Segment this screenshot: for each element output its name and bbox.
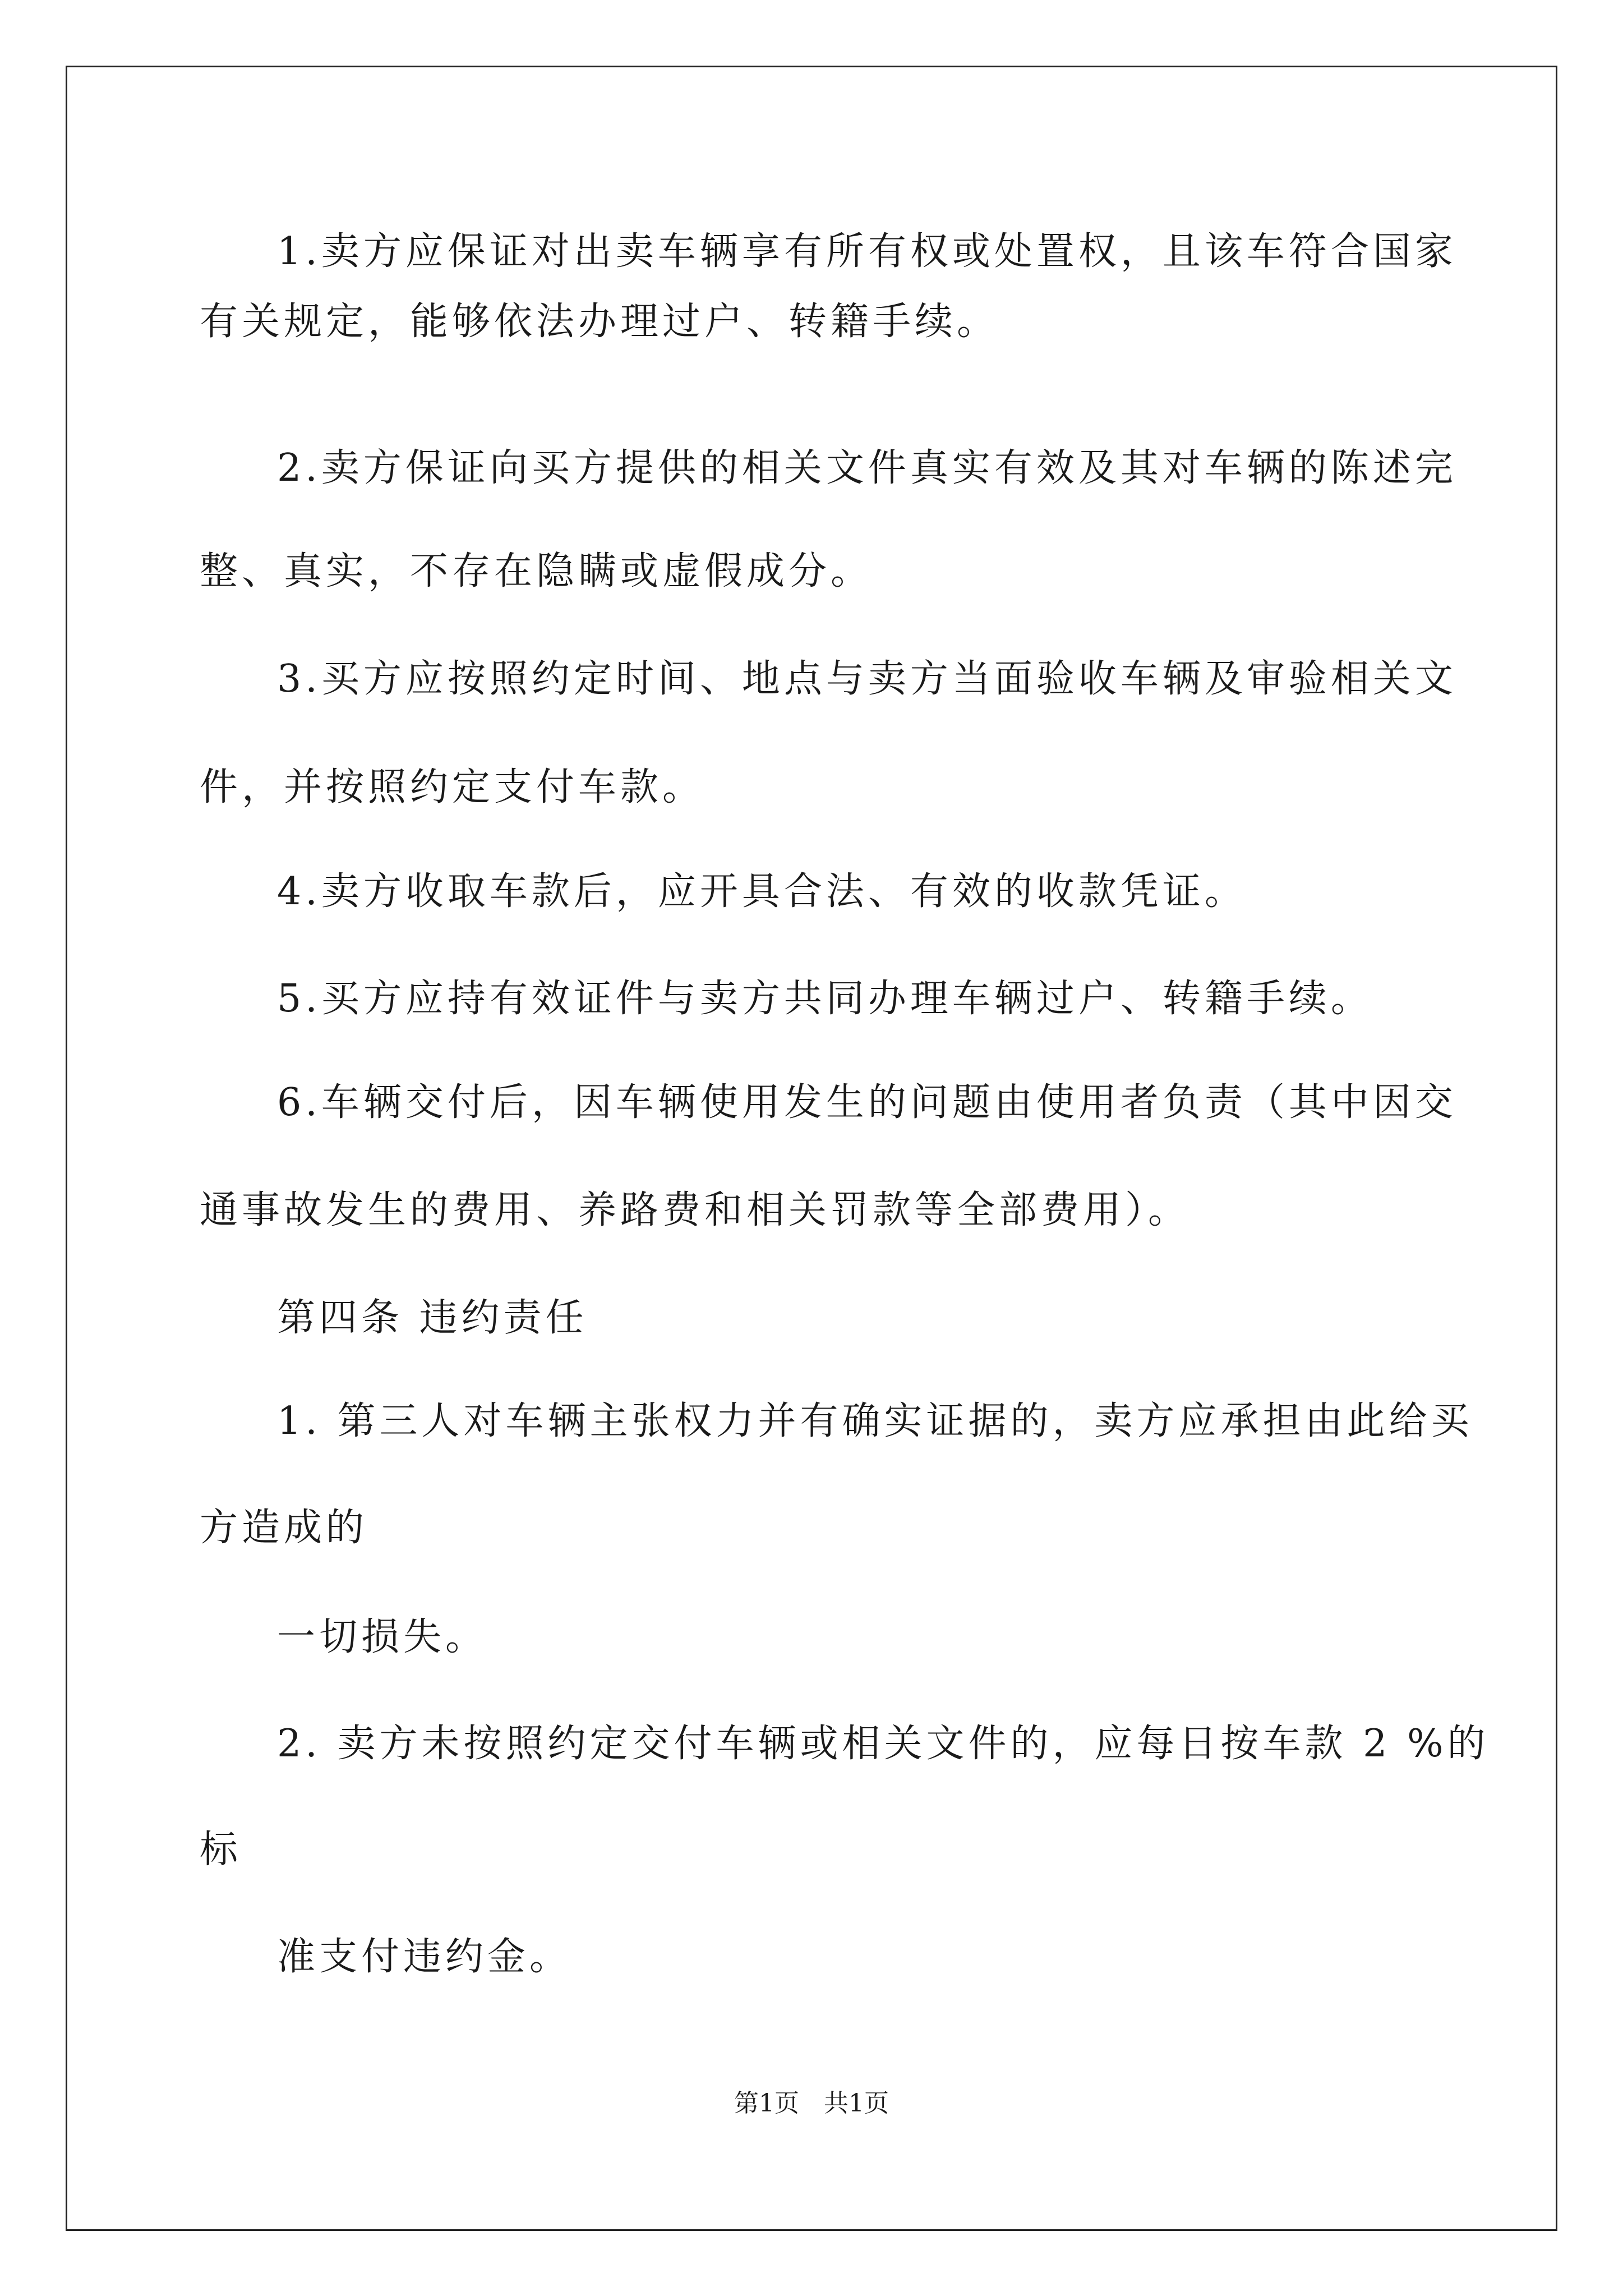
paragraph-line: 标 <box>200 1828 242 1872</box>
paragraph-line: 方造成的 <box>200 1506 368 1550</box>
paragraph-line: 3.买方应按照约定时间、地点与卖方当面验收车辆及审验相关文 <box>277 657 1457 701</box>
paragraph-line: 准支付违约金。 <box>277 1935 572 1979</box>
page-number: 第1页 共1页 <box>734 2089 889 2118</box>
paragraph-line: 一切损失。 <box>277 1615 488 1659</box>
paragraph-line: 1. 第三人对车辆主张权力并有确实证据的，卖方应承担由此给买 <box>277 1399 1473 1443</box>
paragraph-line: 2.卖方保证向买方提供的相关文件真实有效及其对车辆的陈述完 <box>277 446 1457 490</box>
section-heading: 第四条 违约责任 <box>277 1296 588 1340</box>
paragraph-line: 5.买方应持有效证件与卖方共同办理车辆过户、转籍手续。 <box>277 977 1373 1021</box>
paragraph-line: 1.卖方应保证对出卖车辆享有所有权或处置权，且该车符合国家 <box>277 229 1457 274</box>
paragraph-line: 件，并按照约定支付车款。 <box>200 765 705 809</box>
paragraph-line: 2. 卖方未按照约定交付车辆或相关文件的，应每日按车款 2 %的 <box>277 1722 1490 1766</box>
paragraph-line: 通事故发生的费用、养路费和相关罚款等全部费用）。 <box>200 1188 1191 1232</box>
paragraph-line: 整、真实，不存在隐瞒或虚假成分。 <box>200 549 873 593</box>
paragraph-line: 6.车辆交付后，因车辆使用发生的问题由使用者负责（其中因交 <box>277 1080 1457 1125</box>
paragraph-line: 有关规定，能够依法办理过户、转籍手续。 <box>200 300 999 344</box>
page-border <box>66 66 1557 2231</box>
paragraph-line: 4.卖方收取车款后，应开具合法、有效的收款凭证。 <box>277 869 1247 914</box>
